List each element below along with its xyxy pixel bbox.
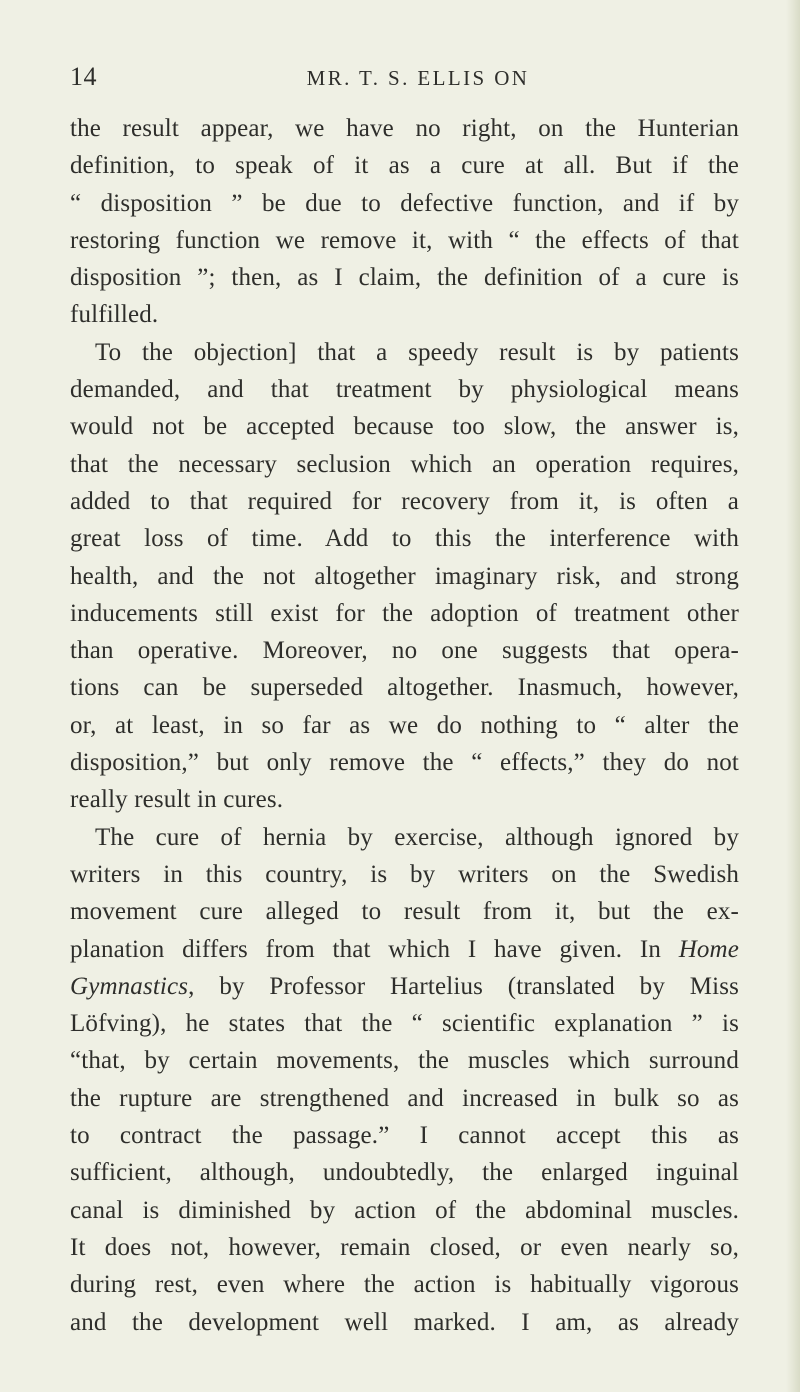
text-line bbox=[70, 968, 739, 1005]
text-line: that the necessary seclusion which an operation requires, bbox=[70, 450, 739, 478]
text-line: to contract the passage.” I cannot accept this as bbox=[70, 1122, 739, 1150]
text-line: To the objection] that a speedy result is by patients bbox=[95, 338, 739, 366]
text-line: canal is diminished by action of the abdominal muscles. bbox=[70, 1196, 739, 1224]
page-edge-shadow bbox=[786, 0, 800, 1392]
book-title-italic: Gymnastics bbox=[70, 972, 189, 1000]
text-line: tions can be superseded altogether. Inasmuch, however, bbox=[70, 674, 739, 702]
text-line: disposition ”; then, as I claim, the definition of a cure is bbox=[70, 264, 739, 292]
text-line: “ disposition ” be due to defective function, and if by bbox=[70, 189, 739, 217]
text-line: and the development well marked. I am, as already bbox=[70, 1308, 739, 1336]
page-header bbox=[70, 62, 766, 96]
text-line: than operative. Moreover, no one suggests that opera- bbox=[70, 637, 739, 665]
text-line: disposition,” but only remove the “ effects,” they do not bbox=[70, 749, 739, 777]
text-segment: , by Professor Hartelius (translated by Miss bbox=[188, 972, 739, 1000]
text-line: the result appear, we have no right, on the Hunterian bbox=[70, 115, 739, 142]
book-title-italic: Home bbox=[678, 935, 739, 963]
text-line: the rupture are strengthened and increased in bulk so as bbox=[70, 1084, 739, 1112]
text-segment: planation differs from that which I have given. In bbox=[70, 935, 679, 963]
text-line: “that, by certain movements, the muscles which surround bbox=[70, 1047, 739, 1075]
text-line: Löfving), he states that the “ scientific explanation ” is bbox=[70, 1010, 739, 1038]
text-line: writers in this country, is by writers on the Swedish bbox=[70, 860, 739, 888]
text-line: added to that required for recovery from it, is often a bbox=[70, 487, 739, 515]
text-line: health, and the not altogether imaginary risk, and strong bbox=[70, 562, 739, 590]
body-text bbox=[70, 110, 739, 1341]
text-line: restoring function we remove it, with “ the effects of that bbox=[70, 226, 739, 254]
text-line: really result in cures. bbox=[70, 786, 284, 814]
running-head: MR. T. S. ELLIS ON bbox=[306, 66, 530, 90]
text-line: It does not, however, remain closed, or even nearly so, bbox=[70, 1233, 739, 1261]
text-line: would not be accepted because too slow, the answer is, bbox=[70, 413, 739, 441]
text-line: movement cure alleged to result from it, but the ex- bbox=[70, 898, 739, 926]
text-line: demanded, and that treatment by physiological means bbox=[70, 376, 739, 404]
text-line: inducements still exist for the adoption of treatment other bbox=[70, 599, 739, 627]
text-line bbox=[70, 931, 739, 968]
text-line: sufficient, although, undoubtedly, the enlarged inguinal bbox=[70, 1159, 739, 1187]
text-line: definition, to speak of it as a cure at all. But if the bbox=[70, 152, 739, 180]
page-number: 14 bbox=[70, 62, 97, 91]
text-line: or, at least, in so far as we do nothing to “ alter the bbox=[70, 711, 739, 739]
text-line: during rest, even where the action is habitually vigorous bbox=[70, 1271, 739, 1299]
text-line: The cure of hernia by exercise, although ignored by bbox=[95, 823, 739, 851]
text-line: fulfilled. bbox=[70, 301, 159, 329]
text-line: great loss of time. Add to this the interference with bbox=[70, 525, 739, 553]
